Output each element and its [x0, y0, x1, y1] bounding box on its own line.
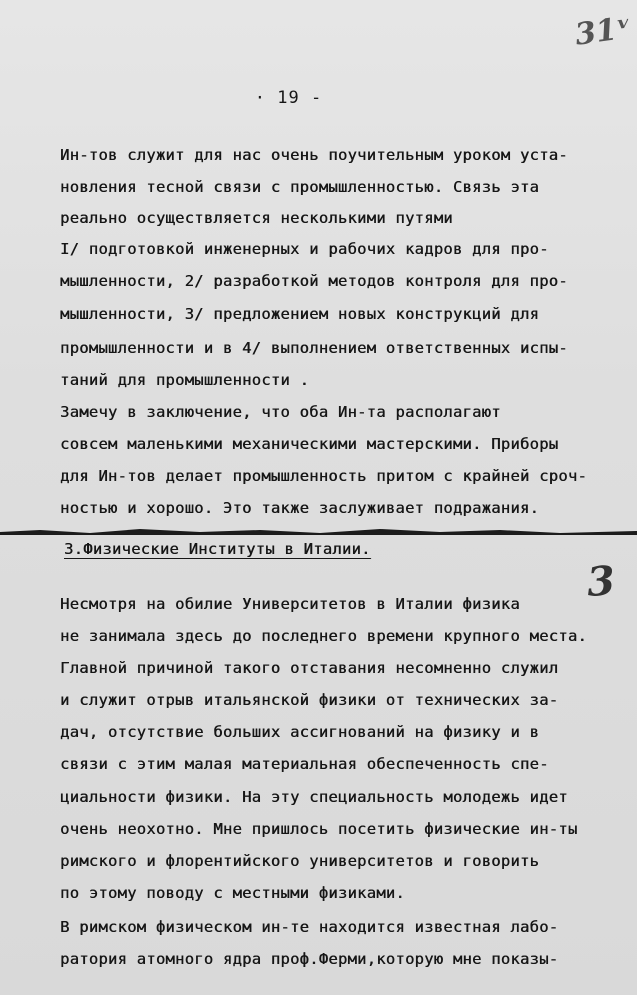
- text-line: ратория атомного ядра проф.Ферми,которую мне показы-: [60, 950, 559, 968]
- text-line: новления тесной связи с промышленностью. Связь эта: [60, 178, 540, 196]
- text-line: ностью и хорошо. Это также заслуживает подражания.: [60, 499, 540, 517]
- page-number: · 19 -: [254, 88, 323, 108]
- text-line: таний для промышленности .: [60, 371, 310, 389]
- text-line: не занимала здесь до последнего времени крупного места.: [60, 627, 587, 645]
- text-line: и служит отрыв итальянской физики от технических за-: [60, 691, 559, 709]
- text-line: I/ подготовкой инженерных и рабочих кадров для про-: [60, 240, 549, 258]
- text-line: для Ин-тов делает промышленность притом с крайней сроч-: [60, 467, 587, 485]
- text-line: связи с этим малая материальная обеспеченность спе-: [60, 755, 549, 773]
- text-line: Главной причиной такого отставания несомненно служил: [60, 659, 559, 677]
- text-line: мышленности, 2/ разработкой методов контроля для про-: [60, 272, 568, 290]
- text-line: совсем маленькими механическими мастерскими. Приборы: [60, 435, 559, 453]
- torn-paper-edge: [0, 527, 637, 537]
- text-line: Замечу в заключение, что оба Ин-та располагают: [60, 403, 501, 421]
- handwritten-margin-mark: 3: [585, 557, 617, 606]
- text-line: реально осуществляется несколькими путями: [60, 209, 453, 227]
- text-line: очень неохотно. Мне пришлось посетить физические ин-ты: [60, 820, 578, 838]
- text-line: дач, отсутствие больших ассигнований на физику и в: [60, 723, 540, 741]
- text-line: мышленности, 3/ предложением новых конструкций для: [60, 305, 540, 323]
- text-line: циальности физики. На эту специальность молодежь идет: [60, 788, 568, 806]
- section-heading: 3.Физические Институты в Италии.: [64, 540, 371, 558]
- text-line: по этому поводу с местными физиками.: [60, 884, 405, 902]
- handwritten-folio-number: 31ᵛ: [572, 10, 634, 53]
- text-line: Ин-тов служит для нас очень поучительным уроком уста-: [60, 146, 568, 164]
- text-line: римского и флорентийского университетов и говорить: [60, 852, 540, 870]
- text-line: Несмотря на обилие Университетов в Италии физика: [60, 595, 520, 613]
- text-line: промышленности и в 4/ выполнением ответственных испы-: [60, 339, 568, 357]
- text-line: В римском физическом ин-те находится известная лабо-: [60, 918, 559, 936]
